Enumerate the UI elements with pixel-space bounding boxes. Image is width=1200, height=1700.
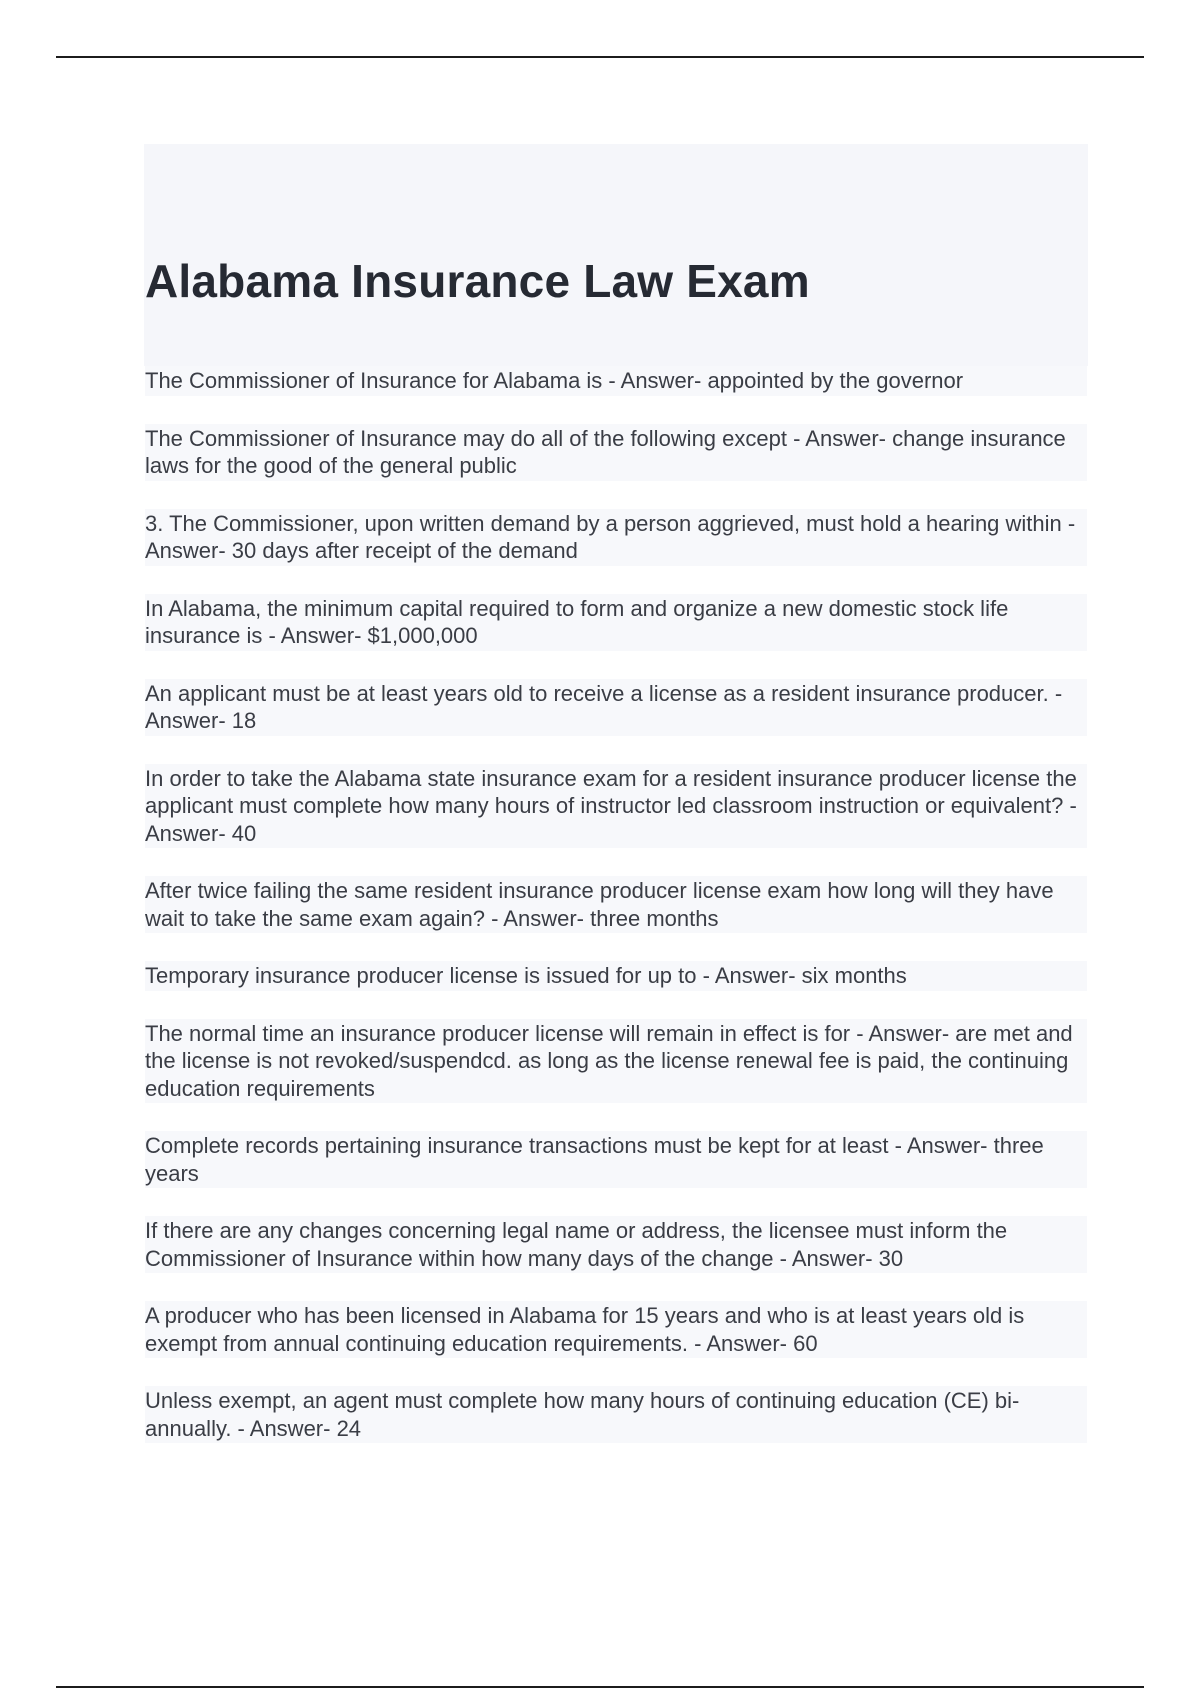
qa-item-5: An applicant must be at least years old to receive a license as a resident insurance producer. - Answer- 18 bbox=[145, 679, 1087, 736]
qa-item-1: The Commissioner of Insurance for Alabama is - Answer- appointed by the governor bbox=[145, 366, 1087, 396]
qa-item-9: The normal time an insurance producer license will remain in effect is for - Answer- are met and the license is not revoked/suspendcd. as long as the license renewal fee is paid, the continuing education requirements bbox=[145, 1019, 1087, 1104]
question-list bbox=[145, 366, 1087, 1471]
qa-item-11: If there are any changes concerning legal name or address, the licensee must inform the Commissioner of Insurance within how many days of the change - Answer- 30 bbox=[145, 1216, 1087, 1273]
qa-item-12: A producer who has been licensed in Alabama for 15 years and who is at least years old is exempt from annual continuing education requirements. - Answer- 60 bbox=[145, 1301, 1087, 1358]
top-divider bbox=[56, 56, 1144, 58]
bottom-divider bbox=[56, 1686, 1144, 1688]
qa-item-7: After twice failing the same resident insurance producer license exam how long will they have wait to take the same exam again? - Answer- three months bbox=[145, 876, 1087, 933]
qa-item-6: In order to take the Alabama state insurance exam for a resident insurance producer license the applicant must complete how many hours of instructor led classroom instruction or equivalent? - Answer- 40 bbox=[145, 764, 1087, 849]
qa-item-4: In Alabama, the minimum capital required to form and organize a new domestic stock life insurance is - Answer- $1,000,000 bbox=[145, 594, 1087, 651]
qa-item-3: 3. The Commissioner, upon written demand by a person aggrieved, must hold a hearing within - Answer- 30 days after receipt of the demand bbox=[145, 509, 1087, 566]
qa-item-8: Temporary insurance producer license is issued for up to - Answer- six months bbox=[145, 961, 1087, 991]
qa-item-10: Complete records pertaining insurance transactions must be kept for at least - Answer- three years bbox=[145, 1131, 1087, 1188]
qa-item-13: Unless exempt, an agent must complete how many hours of continuing education (CE) bi-annually. - Answer- 24 bbox=[145, 1386, 1087, 1443]
page-title: Alabama Insurance Law Exam bbox=[145, 255, 810, 307]
qa-item-2: The Commissioner of Insurance may do all of the following except - Answer- change insurance laws for the good of the general public bbox=[145, 424, 1087, 481]
